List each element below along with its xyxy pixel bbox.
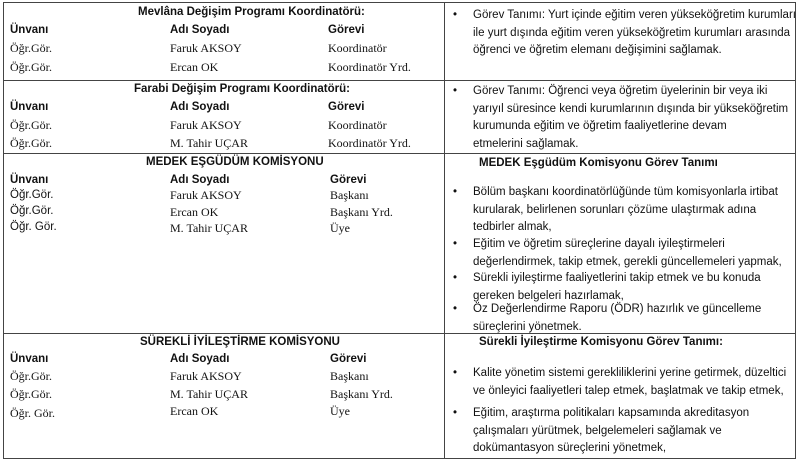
bullet-line: Görev Tanımı: Yurt içinde eğitim veren yükseköğretim kurumları [473,9,796,21]
bullet-line: çalışmaları yürütmek, belgelemeleri sağlamak ve [473,424,722,437]
person-unvan: Öğr. Gör. [10,221,57,233]
section-left-cell [4,3,444,80]
bullet-line: ile yurt dışında eğitim veren yükseköğretim kurumları arasında [473,26,791,39]
person-name: Ercan OK [170,404,219,418]
task-definition-title: MEDEK Eşgüdüm Komisyonu Görev Tanımı [479,157,718,169]
person-name: M. Tahir UÇAR [170,221,248,235]
person-role: Başkanı Yrd. [330,205,393,219]
section-right-cell [445,3,795,80]
bullet-line: Eğitim ve öğretim süreçlerine dayalı iyileştirmeleri [473,238,725,250]
person-role: Başkanı Yrd. [330,387,393,401]
header-adi-soyadi: Adı Soyadı [170,353,230,365]
person-unvan: Öğr.Gör. [10,387,52,401]
person-name: Faruk AKSOY [170,118,242,132]
bullet-line: Sürekli iyileştirme faaliyetlerini takip etmek ve bu konuda [473,272,761,284]
person-name: Faruk AKSOY [170,41,242,55]
bullet-line: etmelerini sağlamak. [473,137,579,150]
section-surekli-iyilestirme [4,333,795,458]
section-title: SÜREKLİ İYİLEŞTİRME KOMİSYONU [140,336,340,348]
header-gorevi: Görevi [330,174,367,186]
header-adi-soyadi: Adı Soyadı [170,101,230,113]
bullet-line: Öz Değerlendirme Raporu (ÖDR) hazırlık ve güncelleme [473,303,762,315]
section-farabi [4,80,795,153]
person-role: Koordinatör Yrd. [328,60,411,74]
section-right-cell [445,154,795,333]
person-role: Üye [330,404,350,418]
bullet-line: tedbirler almak, [473,221,552,233]
person-name: Faruk AKSOY [170,369,242,383]
person-role: Koordinatör [328,118,387,132]
bullet-icon: • [453,186,458,198]
header-adi-soyadi: Adı Soyadı [170,174,230,186]
person-name: Ercan OK [170,60,219,74]
person-unvan: Öğr.Gör. [10,41,52,55]
bullet-line: süreçlerini yönetmek. [473,320,582,333]
bullet-icon: • [453,407,458,419]
person-name: Ercan OK [170,205,219,219]
section-left-cell [4,81,444,153]
bullet-line: değerlendirmek, takip etmek, gerekli güncellemeleri yapmak, [473,255,782,268]
header-gorevi: Görevi [328,101,365,113]
person-unvan: Öğr.Gör. [10,60,52,74]
person-unvan: Öğr.Gör. [10,369,52,383]
header-gorevi: Görevi [328,24,365,36]
section-left-cell [4,334,444,458]
person-role: Üye [330,221,350,235]
bullet-icon: • [453,303,458,315]
person-role: Koordinatör Yrd. [328,136,411,150]
person-unvan: Öğr.Gör. [10,205,54,217]
section-right-cell [445,334,795,458]
bullet-line: Görev Tanımı: Öğrenci veya öğretim üyelerinin bir veya iki [473,85,768,97]
section-title: MEDEK EŞGÜDÜM KOMİSYONU [146,156,324,168]
section-title: Mevlâna Değişim Programı Koordinatörü: [138,6,365,18]
bullet-line: Eğitim, araştırma politikaları kapsamında akreditasyon [473,407,750,419]
bullet-line: yarıyıl süresince kendi kurumlarının dışında bir yükseköğretim [473,102,789,115]
bullet-line: gereken belgeleri hazırlamak, [473,289,624,302]
committee-table [3,2,796,459]
bullet-line: kurumunda eğitim ve öğretim faaliyetlerine devam [473,120,727,132]
person-unvan: Öğr.Gör. [10,189,54,201]
bullet-line: kurularak, belirlenen sorunları çözüme ulaştırmak adına [473,203,757,216]
person-unvan: Öğr. Gör. [10,406,55,420]
bullet-icon: • [453,85,458,97]
bullet-line: öğrenci ve öğretim elemanı değişimini sağlamak. [473,44,722,56]
section-right-cell [445,81,795,153]
bullet-line: Kalite yönetim sistemi gerekliliklerini yerine getirmek, düzeltici [473,367,787,379]
bullet-line: dokümantasyon süreçlerini yönetmek, [473,442,667,454]
person-name: Faruk AKSOY [170,188,242,202]
bullet-icon: • [453,272,458,284]
task-definition-title: Sürekli İyileştirme Komisyonu Görev Tanımı: [479,336,723,348]
bullet-icon: • [453,9,458,21]
person-name: M. Tahir UÇAR [170,387,248,401]
header-unvan: Ünvanı [10,24,49,36]
bullet-line: ve önleyici faaliyetleri talep etmek, başlatmak ve takip etmek, [473,384,784,397]
section-left-cell [4,154,444,333]
bullet-icon: • [453,238,458,250]
section-medek [4,153,795,333]
person-unvan: Öğr.Gör. [10,136,52,150]
section-title: Farabi Değişim Programı Koordinatörü: [134,83,350,95]
header-unvan: Ünvanı [10,174,49,186]
header-gorevi: Görevi [330,353,367,365]
person-role: Başkanı [330,369,369,383]
header-unvan: Ünvanı [10,101,49,113]
person-role: Başkanı [330,188,369,202]
person-unvan: Öğr.Gör. [10,118,52,132]
header-adi-soyadi: Adı Soyadı [170,24,230,36]
bullet-icon: • [453,367,458,379]
bullet-line: Bölüm başkanı koordinatörlüğünde tüm komisyonlarla irtibat [473,186,778,198]
header-unvan: Ünvanı [10,353,49,365]
section-mevlana [4,3,795,80]
person-role: Koordinatör [328,41,387,55]
person-name: M. Tahir UÇAR [170,136,248,150]
